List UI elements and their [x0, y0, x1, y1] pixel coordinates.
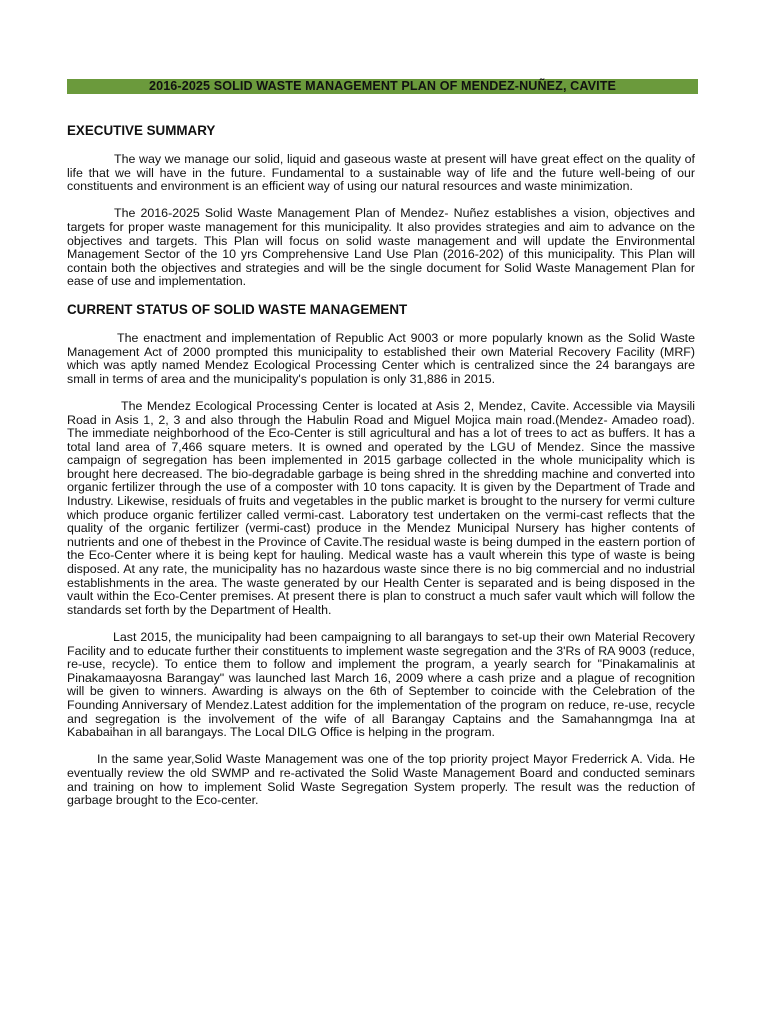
- section-heading-current-status: CURRENT STATUS OF SOLID WASTE MANAGEMENT: [67, 301, 408, 317]
- paragraph: The 2016-2025 Solid Waste Management Plan of Mendez- Nuñez establishes a vision, objectives and targets for proper waste management for this municipality. It also provides strategies and aim to advance on the objectives and targets. This Plan will focus on solid waste management and will update the Environmental Management Sector of the 10 yrs Comprehensive Land Use Plan (2016-202) of this municipality. This Plan will contain both the objectives and strategies and will be the single document for Solid Waste Management Plan for ease of use and implementation.: [67, 206, 695, 289]
- paragraph: The way we manage our solid, liquid and gaseous waste at present will have great effect on the quality of life that we will have in the future. Fundamental to a sustainable way of life and the future well-being of our constituents and environment is an efficient way of using our natural resources and waste minimization.: [67, 152, 695, 194]
- document-title: 2016-2025 SOLID WASTE MANAGEMENT PLAN OF MENDEZ-NUÑEZ, CAVITE: [67, 79, 698, 94]
- paragraph: The enactment and implementation of Republic Act 9003 or more popularly known as the Solid Waste Management Act of 2000 prompted this municipality to established their own Material Recovery Facility (MRF) which was aptly named Mendez Ecological Processing Center which is centralized since the 24 barangays are small in terms of area and the municipality's population is only 31,886 in 2015.: [67, 330, 695, 386]
- paragraph: In the same year,Solid Waste Management was one of the top priority project Mayor Frederrick A. Vida. He eventually review the old SWMP and re-activated the Solid Waste Management Board and conducted seminars and training on how to implement Solid Waste Segregation System properly. The result was the reduction of garbage brought to the Eco-center.: [67, 752, 695, 808]
- document-body: [67, 122, 695, 808]
- paragraph: The Mendez Ecological Processing Center is located at Asis 2, Mendez, Cavite. Accessible via Maysili Road in Asis 1, 2, 3 and also through the Habulin Road and Miguel Mojica main road.(Mendez- Amadeo road). The immediate neighborhood of the Eco-Center is still agricultural and has a lot of trees to act as buffers. It has a total land area of 7,466 square meters. It is owned and operated by the LGU of Mendez. Since the massive campaign of segregation has been implemented in 2015 garbage collected in the whole municipality which is brought here decreased. The bio-degradable garbage is being shred in the shredding machine and converted into organic fertilizer through the use of a composter with 10 tons capacity. It is given by the Department of Trade and Industry. Likewise, residuals of fruits and vegetables in the public market is brought to the nursery for vermi culture which produce organic fertilizer called vermi-cast. Laboratory test undertaken on the vermi-cast reflects that the quality of the organic fertilizer (vermi-cast) produce in the Mendez Municipal Nursery has higher contents of nutrients and one of thebest in the Province of Cavite.The residual waste is being dumped in the eastern portion of the Eco-Center where it is being kept for hauling. Medical waste has a vault wherein this type of waste is being disposed. At any rate, the municipality has no hazardous waste since there is no big commercial and no industrial establishments in the area. The waste generated by our Health Center is separated and is being disposed in the vault within the Eco-Center premises. At present there is plan to construct a much safer vault which will follow the standards set forth by the Department of Health.: [67, 398, 695, 617]
- section-heading-executive-summary: EXECUTIVE SUMMARY: [67, 123, 216, 138]
- paragraph: Last 2015, the municipality had been campaigning to all barangays to set-up their own Material Recovery Facility and to educate further their constituents to implement waste segregation and the 3'Rs of RA 9003 (reduce, re-use, recycle). To entice them to follow and implement the program, a yearly search for "Pinakamalinis at Pinakamaayosna Barangay" was launched last March 16, 2009 where a cash prize and a plague of recognition will be given to winners. Awarding is always on the 6th of September to coincide with the Celebration of the Founding Anniversary of Mendez.Latest addition for the implementation of the program on reduce, re-use, recycle and segregation is the involvement of the wife of all Barangay Captains and the Samahanngmga Ina at Kababaihan in all barangays. The Local DILG Office is helping in the program.: [67, 630, 695, 740]
